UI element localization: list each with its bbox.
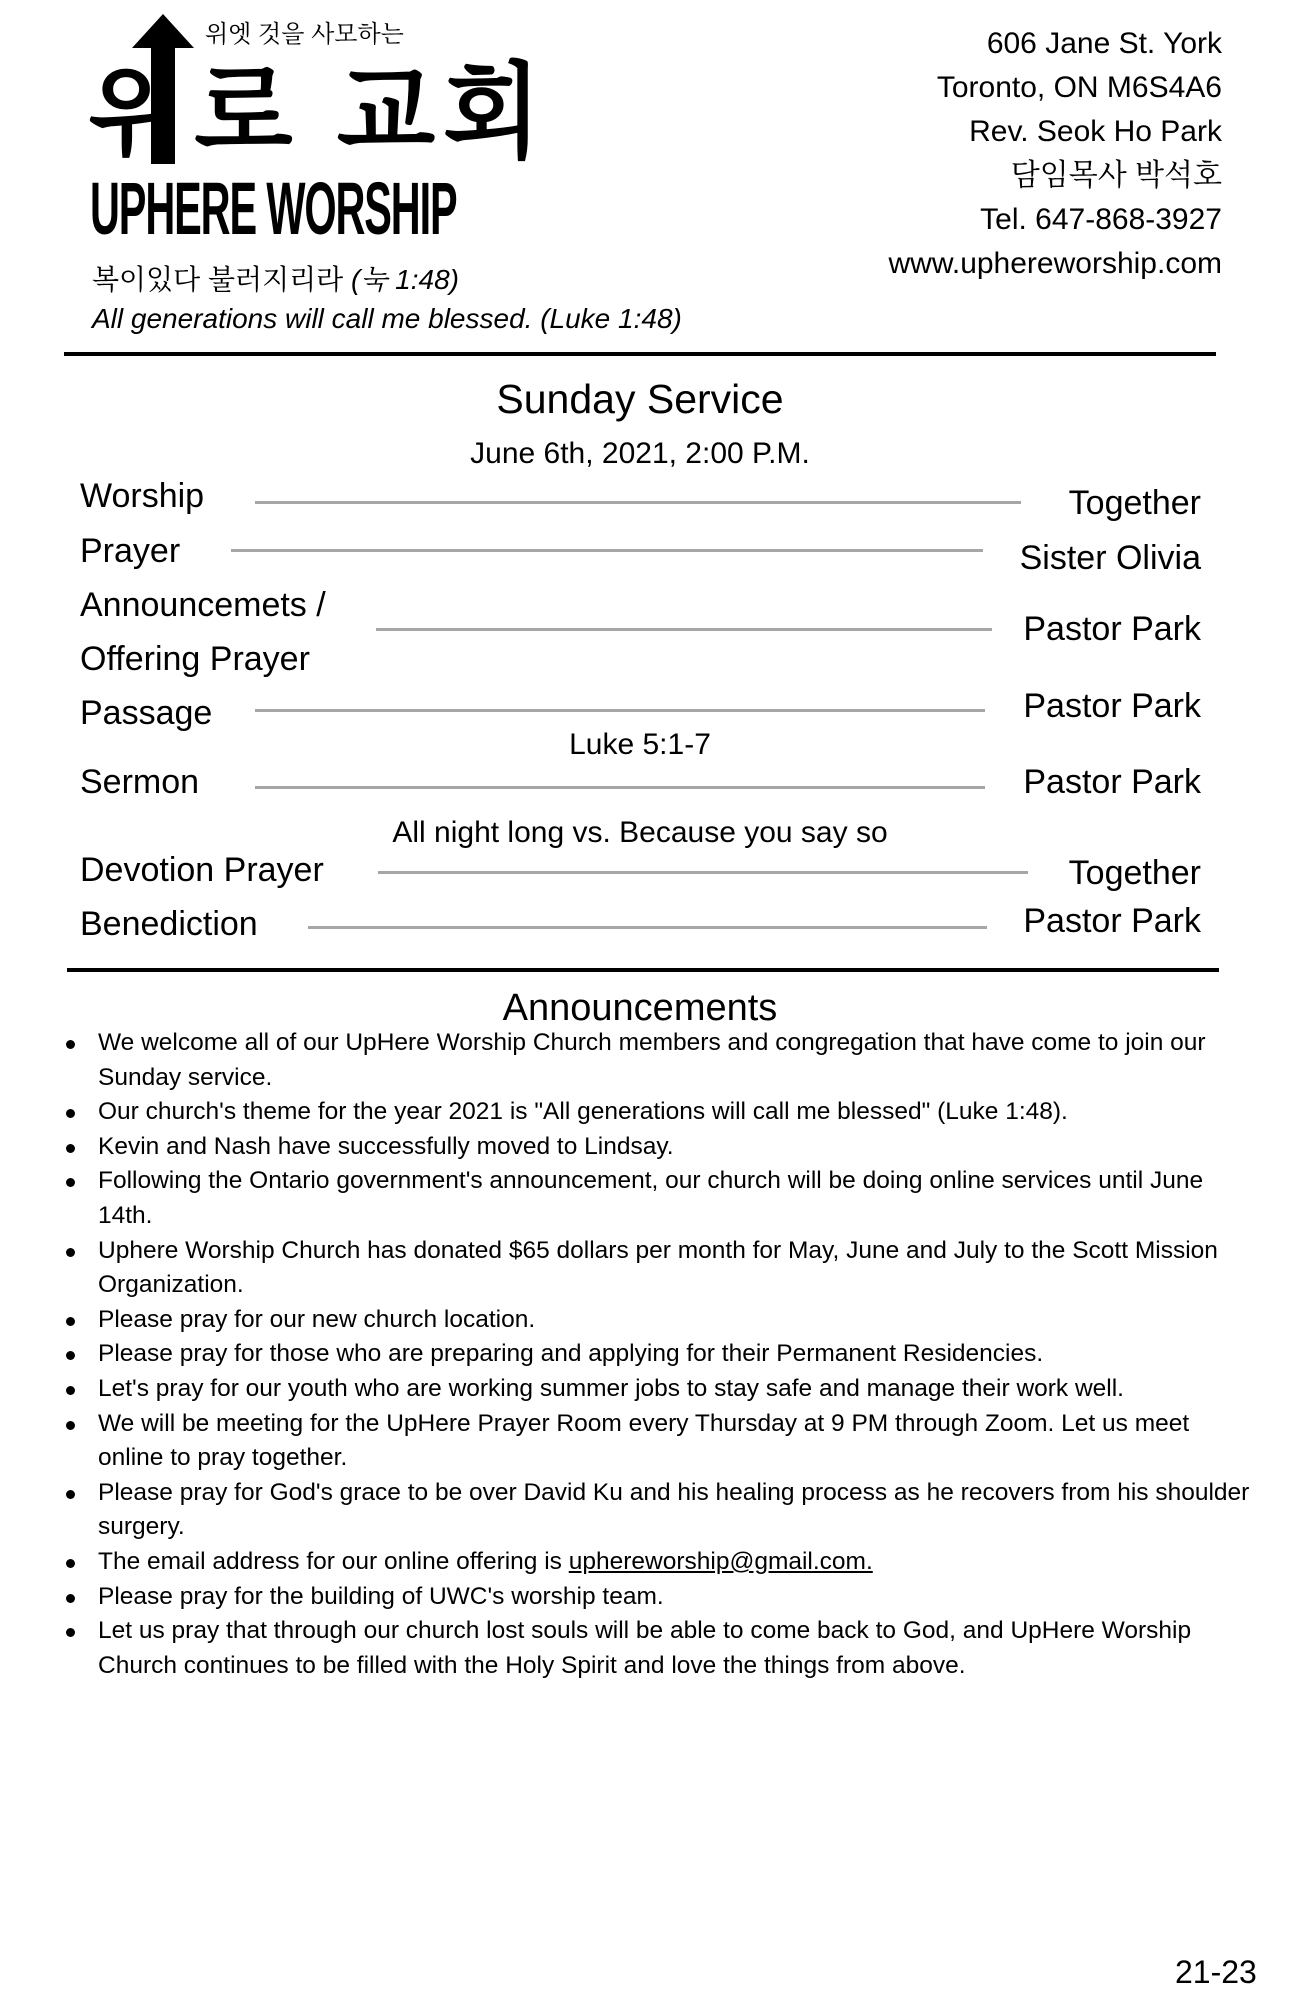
logo-tagline: 위엣 것을 사모하는 xyxy=(205,21,404,48)
announcement-text: Following the Ontario government's announcement, our church will be doing online services until June 14th. xyxy=(98,1167,1204,1229)
announcement-text: Please pray for our new church location. xyxy=(98,1305,536,1333)
bullet-icon xyxy=(66,1351,75,1360)
announcement-text: Uphere Worship Church has donated $65 dollars per month for May, June and July to the Scott Mission Organization. xyxy=(98,1236,1218,1299)
bullet-icon xyxy=(66,1594,75,1603)
announcement-text: Let's pray for our youth who are working summer jobs to stay safe and manage their work well. xyxy=(98,1374,1124,1402)
phone-number: Tel. 647-868-3927 xyxy=(980,203,1222,236)
theme-verse-english: All generations will call me blessed. (Luke 1:48) xyxy=(92,303,682,334)
announcement-item xyxy=(0,1545,1250,1580)
bullet-icon xyxy=(66,1559,75,1568)
announcement-text: The email address for our online offering is xyxy=(98,1547,569,1575)
announcement-text: Please pray for those who are preparing and applying for their Permanent Residencies. xyxy=(98,1340,1044,1368)
announcement-item xyxy=(0,1372,1250,1407)
pastor-name-korean: 담임목사 박석호 xyxy=(1010,159,1222,192)
announcement-item xyxy=(0,1407,1250,1476)
leader-line xyxy=(231,549,983,552)
announcements-list xyxy=(0,1026,1250,1683)
announcement-item xyxy=(0,1337,1250,1372)
church-contact-block xyxy=(889,22,1222,286)
announcement-text: Our church's theme for the year 2021 is "All generations will call me blessed" (Luke 1:48). xyxy=(98,1098,1068,1126)
page-number: 21-23 xyxy=(1175,1954,1257,1990)
leader-line xyxy=(255,709,985,712)
logo-english-name: UPHERE WORSHIP xyxy=(90,167,457,250)
program-note-passage: Luke 5:1-7 xyxy=(569,728,711,761)
announcement-text: Please pray for the building of UWC's worship team. xyxy=(98,1582,664,1610)
program-label-devotion-prayer: Devotion Prayer xyxy=(80,851,324,889)
announcement-item xyxy=(0,1614,1250,1683)
program-leader-benediction: Pastor Park xyxy=(1023,902,1201,940)
program-label-worship: Worship xyxy=(80,477,205,515)
leader-line xyxy=(376,628,992,631)
bullet-icon xyxy=(66,1386,75,1395)
announcement-text: Please pray for God's grace to be over David Ku and his healing process as he recovers from his shoulder surgery. xyxy=(98,1478,1250,1541)
bullet-icon xyxy=(66,1317,75,1326)
leader-line xyxy=(255,501,1021,504)
bullet-icon xyxy=(66,1178,75,1187)
bullet-icon xyxy=(66,1040,75,1049)
announcement-item xyxy=(0,1130,1250,1165)
bullet-icon xyxy=(66,1421,75,1430)
program-leader-devotion-prayer: Together xyxy=(1068,854,1201,892)
program-leader-worship: Together xyxy=(1068,484,1201,522)
program-leader-passage: Pastor Park xyxy=(1023,687,1201,725)
address-city: Toronto, ON M6S4A6 xyxy=(936,71,1222,104)
announcements-title: Announcements xyxy=(502,987,778,1029)
announcement-item xyxy=(0,1164,1250,1233)
announcement-item xyxy=(0,1234,1250,1303)
program-label-benediction: Benediction xyxy=(80,905,258,943)
service-title: Sunday Service xyxy=(496,376,784,422)
announcement-item xyxy=(0,1476,1250,1545)
bullet-icon xyxy=(66,1628,75,1637)
announcement-item xyxy=(0,1580,1250,1615)
logo-korean-name: 위로 교회 xyxy=(88,55,550,171)
program-label-passage: Passage xyxy=(80,694,213,732)
announcement-item xyxy=(0,1303,1250,1338)
bullet-icon xyxy=(66,1490,75,1499)
pastor-name: Rev. Seok Ho Park xyxy=(969,115,1222,148)
bullet-icon xyxy=(66,1144,75,1153)
service-divider xyxy=(67,968,1219,972)
address-street: 606 Jane St. York xyxy=(986,27,1222,60)
announcement-text: Let us pray that through our church lost souls will be able to come back to God, and UpHere Worship Church continues to be filled with the Holy Spirit and love the things from above. xyxy=(98,1617,1192,1679)
program-leader-announcements: Pastor Park xyxy=(1023,610,1201,648)
program-label-offering-prayer: Offering Prayer xyxy=(80,640,310,678)
leader-line xyxy=(308,926,987,929)
program-leader-sermon: Pastor Park xyxy=(1023,763,1201,801)
program-leader-prayer: Sister Olivia xyxy=(1019,539,1201,577)
leader-line xyxy=(378,871,1028,874)
announcement-item xyxy=(0,1095,1250,1130)
theme-verse-korean xyxy=(92,262,459,298)
bullet-icon xyxy=(66,1109,75,1118)
leader-line xyxy=(255,786,985,789)
theme-verse-korean-ref: (눅 1:48) xyxy=(351,264,459,295)
service-date: June 6th, 2021, 2:00 P.M. xyxy=(470,437,810,470)
program-label-prayer: Prayer xyxy=(80,532,181,570)
theme-verse-korean-text: 복이있다 불러지리라 xyxy=(92,264,351,295)
website-link[interactable]: www.uphereworship.com xyxy=(888,247,1222,280)
program-note-sermon-title: All night long vs. Because you say so xyxy=(392,816,888,849)
header-divider xyxy=(64,352,1216,356)
announcement-item xyxy=(0,1026,1250,1095)
announcement-text: Kevin and Nash have successfully moved to Lindsay. xyxy=(98,1132,674,1160)
offering-email-link[interactable]: uphereworship@gmail.com. xyxy=(568,1547,873,1575)
program-label-sermon: Sermon xyxy=(80,763,200,801)
announcement-text: We will be meeting for the UpHere Prayer Room every Thursday at 9 PM through Zoom. Let us meet online to pray together. xyxy=(98,1409,1190,1472)
announcement-text: We welcome all of our UpHere Worship Church members and congregation that have come to join our Sunday service. xyxy=(98,1029,1206,1091)
program-label-announcements: Announcemets / xyxy=(80,586,326,624)
bullet-icon xyxy=(66,1248,75,1257)
